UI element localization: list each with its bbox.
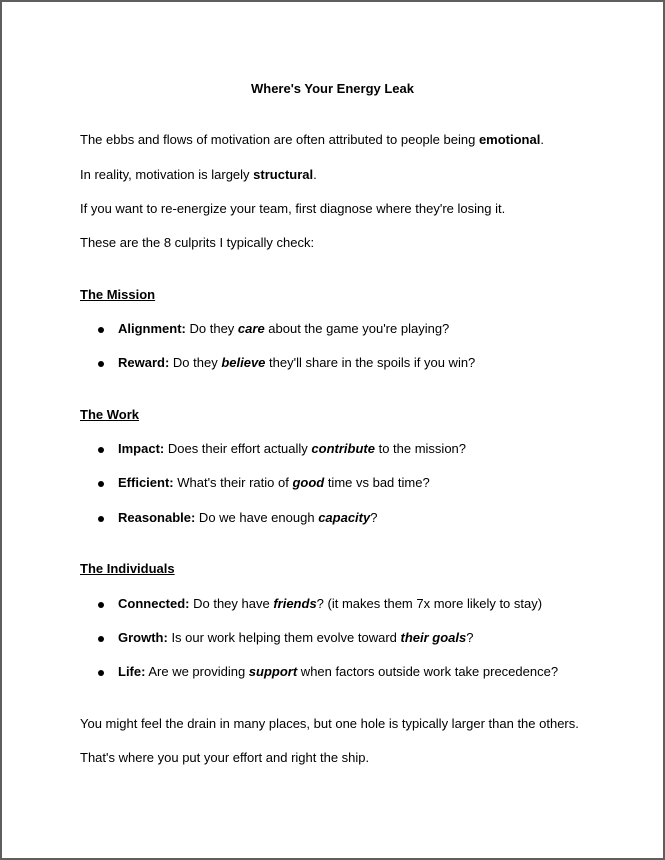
- list-item-text: Growth: Is our work helping them evolve toward their goals?: [118, 630, 474, 645]
- intro-paragraph-1: [80, 132, 544, 148]
- bullet-icon: [98, 516, 104, 522]
- list-item-text: Alignment: Do they care about the game you're playing?: [118, 321, 450, 336]
- intro-p1-end: .: [540, 132, 544, 147]
- list-item: [2, 475, 663, 491]
- list-item-text: Impact: Does their effort actually contribute to the mission?: [118, 441, 467, 456]
- intro-paragraph-2: [80, 167, 317, 183]
- intro-p1-bold: emotional: [478, 132, 541, 147]
- list-item-text: Reward: Do they believe they'll share in the spoils if you win?: [118, 355, 476, 370]
- bullet-icon: [98, 481, 104, 487]
- intro-p1-text: The ebbs and flows of motivation are often attributed to people being: [80, 132, 479, 147]
- outro-paragraph-2: That's where you put your effort and right the ship.: [80, 750, 370, 765]
- list-item-text: Efficient: What's their ratio of good time vs bad time?: [118, 475, 430, 490]
- bullet-icon: [98, 602, 104, 608]
- section-heading-work: The Work: [80, 407, 139, 422]
- bullet-icon: [98, 327, 104, 333]
- bullet-icon: [98, 447, 104, 453]
- list-item-text: Reasonable: Do we have enough capacity?: [118, 510, 378, 525]
- intro-p2-end: .: [313, 167, 317, 182]
- list-item: [2, 355, 663, 371]
- list-item: [2, 630, 663, 646]
- bullet-icon: [98, 636, 104, 642]
- list-item: [2, 664, 663, 680]
- intro-p2-text: In reality, motivation is largely: [80, 167, 254, 182]
- intro-p2-bold: structural: [253, 167, 314, 182]
- intro-paragraph-4: These are the 8 culprits I typically check:: [80, 235, 315, 250]
- bullet-icon: [98, 361, 104, 367]
- list-item: [2, 441, 663, 457]
- document-title: Where's Your Energy Leak: [250, 81, 414, 96]
- section-heading-mission: The Mission: [80, 287, 156, 302]
- list-item: [2, 596, 663, 612]
- list-item: [2, 321, 663, 337]
- bullet-icon: [98, 670, 104, 676]
- section-heading-individuals: The Individuals: [80, 561, 175, 576]
- outro-paragraph-1: You might feel the drain in many places, but one hole is typically larger than the others.: [80, 716, 579, 731]
- intro-paragraph-3: If you want to re-energize your team, first diagnose where they're losing it.: [80, 201, 506, 216]
- list-item-text: Connected: Do they have friends? (it makes them 7x more likely to stay): [118, 596, 543, 611]
- list-item: [2, 510, 663, 526]
- list-item-text: Life: Are we providing support when factors outside work take precedence?: [118, 664, 559, 679]
